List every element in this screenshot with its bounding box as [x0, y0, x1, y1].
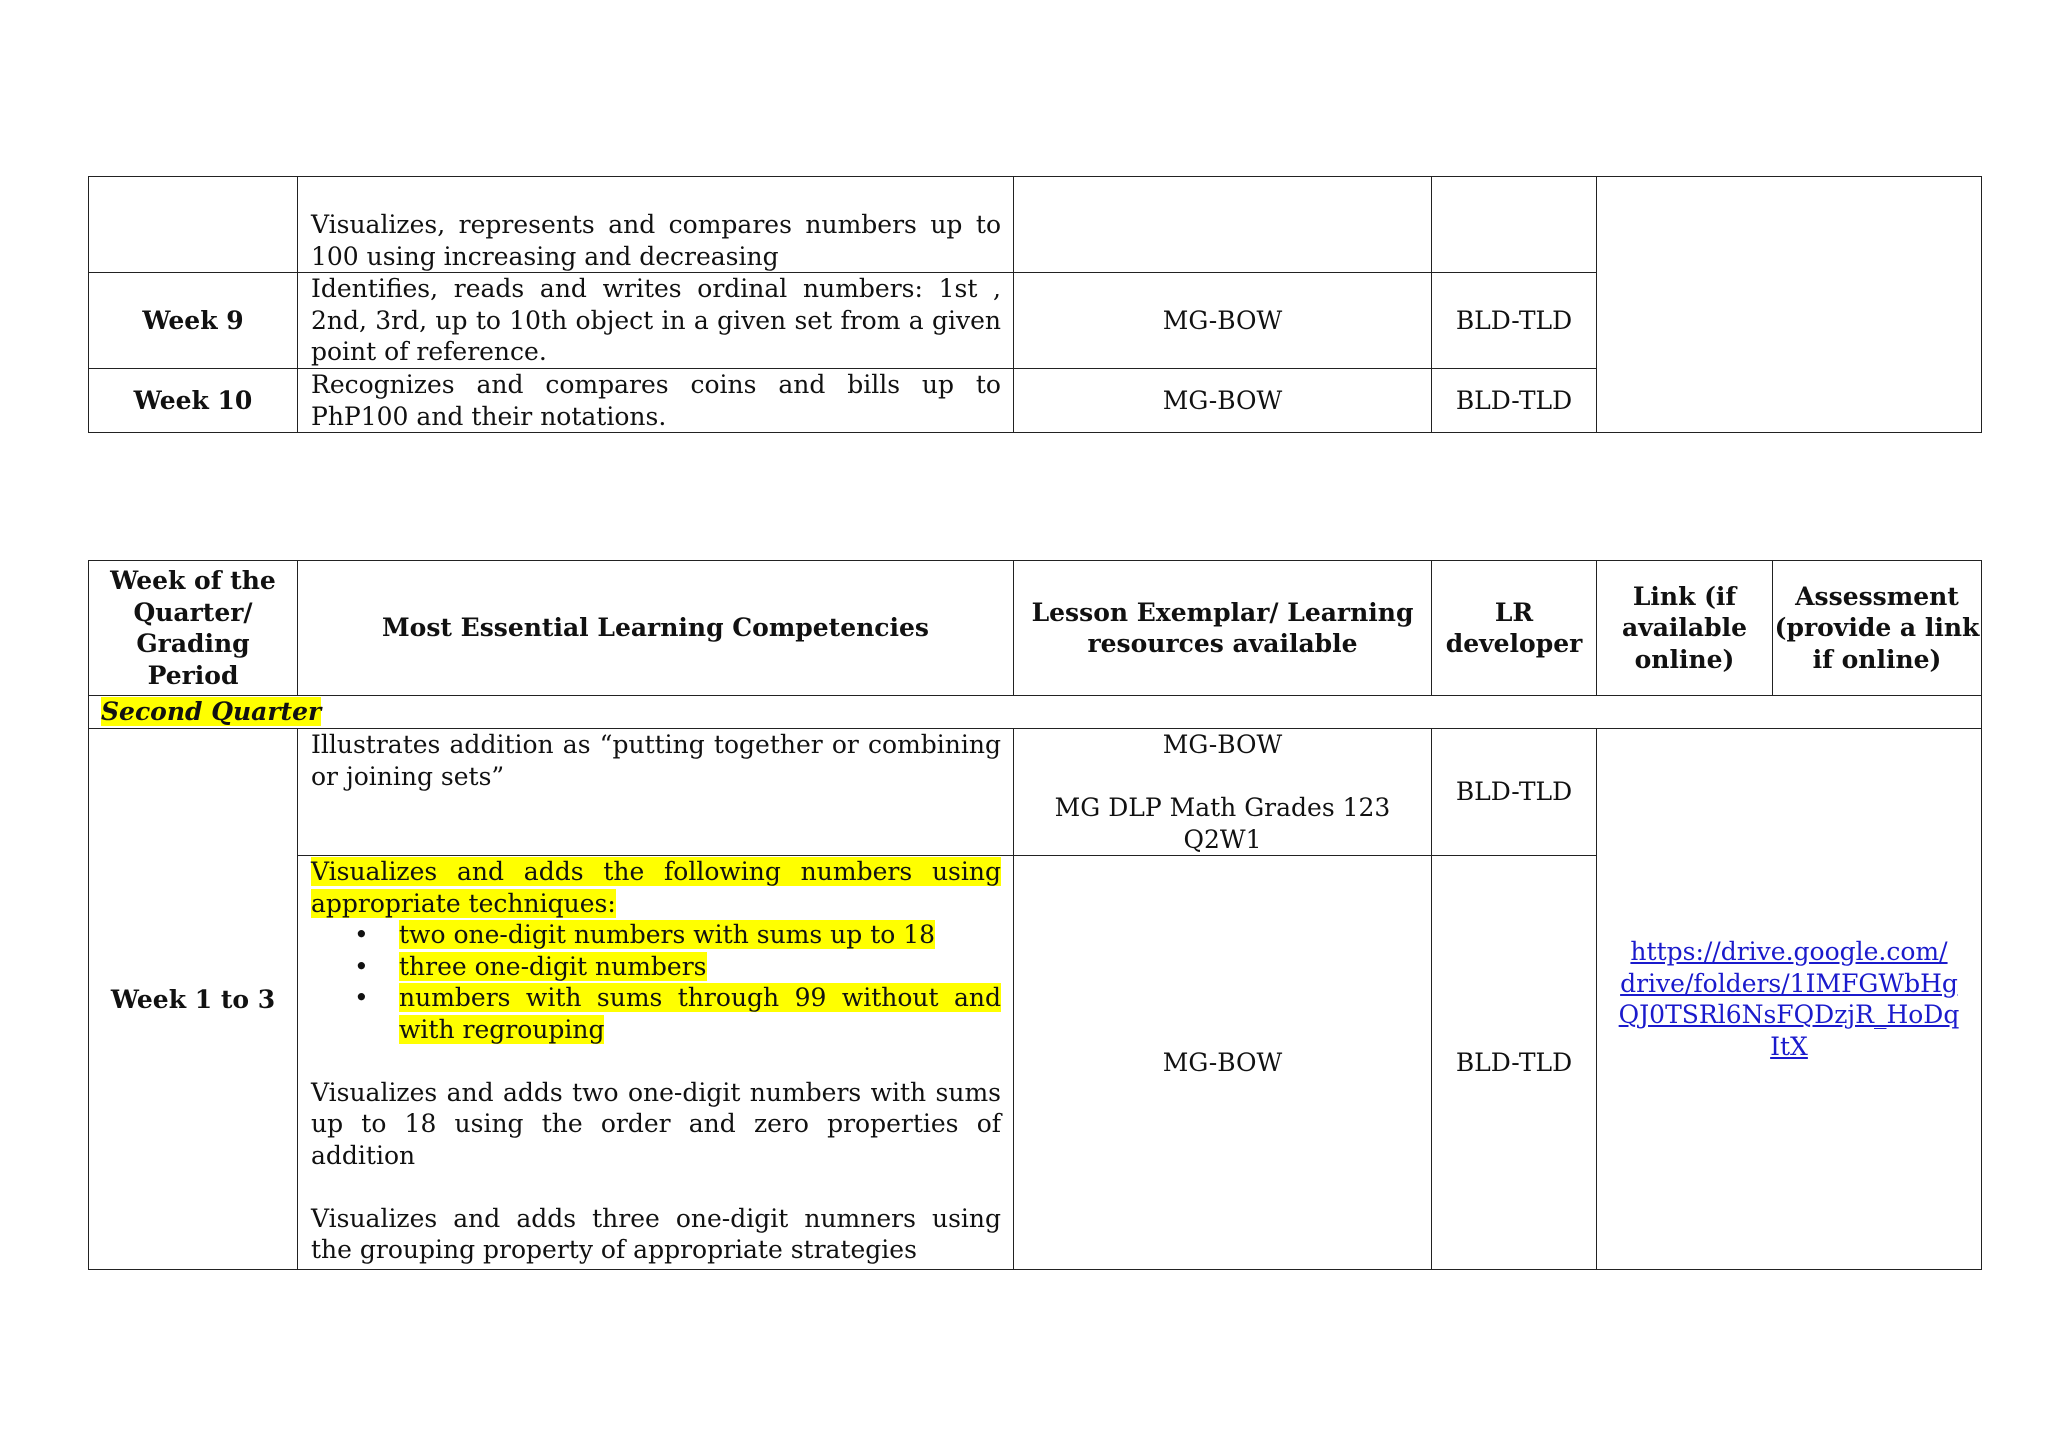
competency-intro: Visualizes and adds the following numbers using appropriate techniques: — [311, 857, 1001, 918]
developer-cell: BLD-TLD — [1432, 729, 1597, 856]
quarter-row — [89, 696, 1982, 729]
header-developer: LR developer — [1432, 561, 1597, 696]
quarter-label: Second Quarter — [101, 697, 322, 726]
week-cell: Week 1 to 3 — [89, 729, 298, 1270]
header-assessment: Assessment (provide a link if online) — [1773, 561, 1982, 696]
week-cell — [89, 177, 298, 273]
link-cell — [1597, 177, 1982, 433]
competency-paragraph: Visualizes and adds two one-digit numbers with sums up to 18 using the order and zero properties of addition — [311, 1077, 1001, 1170]
week-cell: Week 10 — [89, 369, 298, 433]
competency-cell: Recognizes and compares coins and bills up to PhP100 and their notations. — [298, 369, 1014, 433]
resource-cell: MG-BOW — [1014, 273, 1432, 369]
drive-link[interactable]: https://drive.google.com/ drive/folders/1IMFGWbHg QJ0TSRl6NsFQDzjR_HoDq ItX — [1618, 937, 1960, 1061]
header-week: Week of the Quarter/ Grading Period — [89, 561, 298, 696]
header-row — [89, 561, 1982, 696]
developer-cell: BLD-TLD — [1432, 273, 1597, 369]
resource-cell — [1014, 177, 1432, 273]
competency-cell: Illustrates addition as “putting together or combining or joining sets” — [298, 729, 1014, 856]
competency-paragraph: Visualizes and adds three one-digit numners using the grouping property of appropriate strategies — [311, 1203, 1001, 1264]
developer-cell — [1432, 177, 1597, 273]
table-row — [89, 177, 1982, 273]
resource-line: MG-BOW — [1162, 730, 1283, 759]
resource-cell — [1014, 729, 1432, 856]
week-cell: Week 9 — [89, 273, 298, 369]
resource-line: MG DLP Math Grades 123 Q2W1 — [1054, 793, 1391, 854]
header-link: Link (if available online) — [1597, 561, 1773, 696]
resource-cell: MG-BOW — [1014, 369, 1432, 433]
list-item: • two one-digit numbers with sums up to 18 — [354, 920, 936, 949]
competency-bullets — [311, 919, 1001, 1045]
link-cell — [1597, 729, 1982, 1270]
previous-quarter-table — [88, 176, 1982, 433]
table-row — [89, 729, 1982, 856]
competency-cell: Visualizes, represents and compares numbers up to 100 using increasing and decreasing — [298, 177, 1014, 273]
list-item: • three one-digit numbers — [354, 951, 707, 981]
list-item: • numbers with sums through 99 without and with regrouping — [354, 983, 1001, 1044]
header-competency: Most Essential Learning Competencies — [298, 561, 1014, 696]
header-resource: Lesson Exemplar/ Learning resources available — [1014, 561, 1432, 696]
competency-cell: Identifies, reads and writes ordinal numbers: 1st , 2nd, 3rd, up to 10th object in a given set from a given point of reference. — [298, 273, 1014, 369]
developer-cell: BLD-TLD — [1432, 856, 1597, 1270]
quarter-label-cell — [89, 696, 1982, 729]
resource-cell: MG-BOW — [1014, 856, 1432, 1270]
competency-cell — [298, 856, 1014, 1270]
developer-cell: BLD-TLD — [1432, 369, 1597, 433]
second-quarter-table — [88, 560, 1982, 1270]
